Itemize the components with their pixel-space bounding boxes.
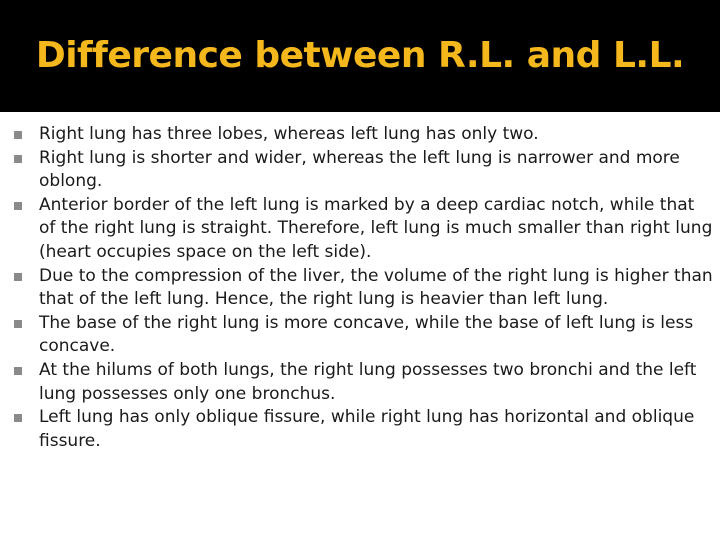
- bullet-text-1: Right lung has three lobes, whereas left lung has only two.: [39, 124, 539, 144]
- bullet-list: [14, 123, 714, 453]
- bullet-text-3: Anterior border of the left lung is marked by a deep cardiac notch, while that of the right lung is straight. Therefore, left lung is much smaller than right lung (heart occupies space on the left side).: [39, 194, 713, 262]
- bullet-item-1: [14, 123, 714, 147]
- title-bar: [0, 0, 720, 112]
- square-bullet-icon: [14, 131, 22, 139]
- bullet-text-5: The base of the right lung is more concave, while the base of left lung is less concave.: [39, 312, 694, 357]
- bullet-text-6: At the hilums of both lungs, the right lung possesses two bronchi and the left lung possesses only one bronchus.: [39, 359, 697, 404]
- bullet-item-7: [14, 406, 714, 453]
- bullet-item-5: [14, 312, 714, 359]
- square-bullet-icon: [14, 202, 22, 210]
- square-bullet-icon: [14, 155, 22, 163]
- bullet-item-3: [14, 194, 714, 265]
- bullet-item-4: [14, 265, 714, 312]
- square-bullet-icon: [14, 367, 22, 375]
- square-bullet-icon: [14, 414, 22, 422]
- slide-title: Difference between R.L. and L.L.: [35, 35, 685, 76]
- bullet-item-2: [14, 147, 714, 194]
- bullet-item-6: [14, 359, 714, 406]
- bullet-text-7: Left lung has only oblique fissure, while right lung has horizontal and oblique fissure.: [39, 407, 695, 451]
- square-bullet-icon: [14, 273, 22, 281]
- bullet-text-4: Due to the compression of the liver, the volume of the right lung is higher than that of the left lung. Hence, the right lung is heavier than left lung.: [39, 265, 713, 310]
- bullet-text-2: Right lung is shorter and wider, whereas the left lung is narrower and more oblong.: [39, 147, 680, 192]
- square-bullet-icon: [14, 320, 22, 328]
